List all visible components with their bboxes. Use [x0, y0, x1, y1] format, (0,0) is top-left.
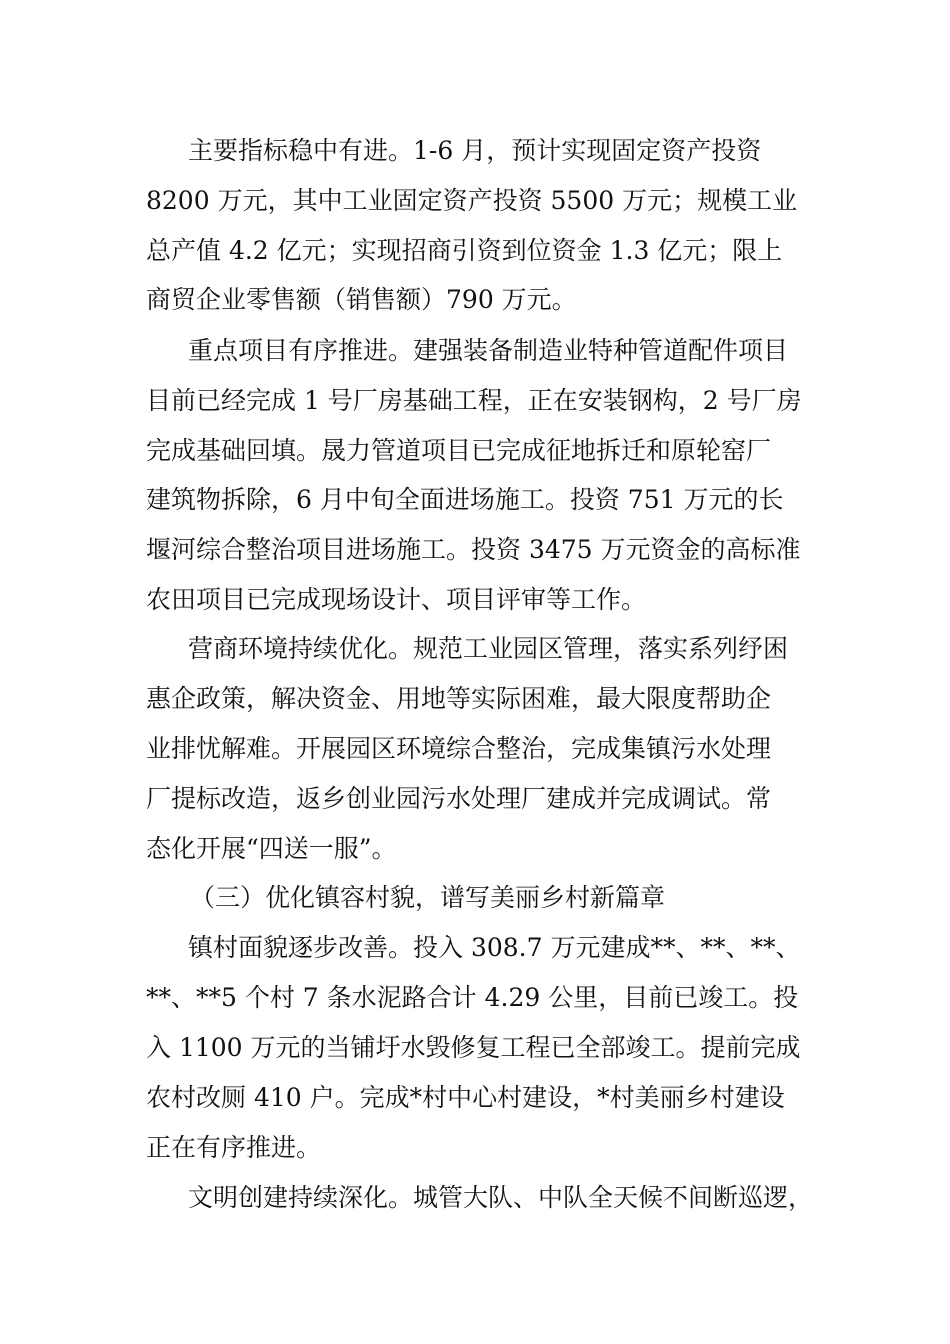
paragraph-line: 入 1100 万元的当铺圩水毁修复工程已全部竣工。提前完成 [146, 1033, 801, 1062]
paragraph-line: 文明创建持续深化。城管大队、中队全天候不间断巡逻， [188, 1183, 814, 1212]
paragraph-line: 堰河综合整治项目进场施工。投资 3475 万元资金的高标准 [146, 535, 801, 564]
paragraph-line: 主要指标稳中有进。1-6 月，预计实现固定资产投资 [188, 136, 762, 165]
paragraph-line: 业排忧解难。开展园区环境综合整治，完成集镇污水处理 [146, 734, 772, 763]
paragraph-line: 建筑物拆除，6 月中旬全面进场施工。投资 751 万元的长 [146, 485, 784, 514]
paragraph-line: 目前已经完成 1 号厂房基础工程，正在安装钢构，2 号厂房 [146, 386, 802, 415]
paragraph-line: 完成基础回填。晟力管道项目已完成征地拆迁和原轮窑厂 [146, 436, 772, 465]
paragraph-line: 重点项目有序推进。建强装备制造业特种管道配件项目 [188, 336, 789, 365]
paragraph-line: 惠企政策，解决资金、用地等实际困难，最大限度帮助企 [146, 684, 772, 713]
paragraph-line: 总产值 4.2 亿元；实现招商引资到位资金 1.3 亿元；限上 [146, 236, 783, 265]
paragraph-line: 营商环境持续优化。规范工业园区管理，落实系列纾困 [188, 634, 789, 663]
section-heading: （三）优化镇容村貌，谱写美丽乡村新篇章 [190, 883, 666, 912]
paragraph-line: 正在有序推进。 [146, 1133, 322, 1162]
paragraph-line: 态化开展“四送一服”。 [146, 834, 397, 863]
paragraph-line: 厂提标改造，返乡创业园污水处理厂建成并完成调试。常 [146, 784, 772, 813]
paragraph-line: 镇村面貌逐步改善。投入 308.7 万元建成**、**、**、 [188, 933, 801, 962]
paragraph-line: 8200 万元，其中工业固定资产投资 5500 万元；规模工业 [146, 186, 798, 215]
paragraph-line: 商贸企业零售额（销售额）790 万元。 [146, 285, 577, 314]
paragraph-line: 农田项目已完成现场设计、项目评审等工作。 [146, 585, 647, 614]
paragraph-line: **、**5 个村 7 条水泥路合计 4.29 公里，目前已竣工。投 [146, 983, 799, 1012]
paragraph-line: 农村改厕 410 户。完成*村中心村建设，*村美丽乡村建设 [146, 1083, 785, 1112]
